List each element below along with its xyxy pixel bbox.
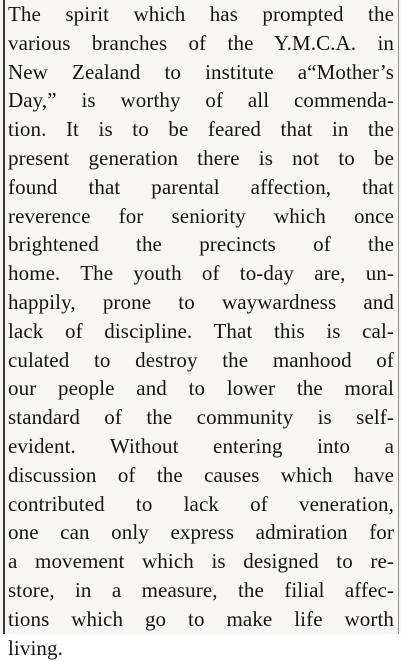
article-line: our people and to lower the moral (8, 376, 394, 401)
article-body (8, 0, 394, 662)
article-line: tions which go to make life worth (8, 606, 394, 631)
article-line: present generation there is not to be (8, 145, 394, 170)
article-line: New Zealand to institute a“Mother’s (8, 59, 394, 84)
article-line: home. The youth of to-day are, un- (8, 261, 394, 286)
article-line: Day,” is worthy of all commenda- (8, 88, 394, 113)
article-line: lack of discipline. That this is cal- (8, 318, 394, 343)
article-line: store, in a measure, the filial affec- (8, 577, 394, 602)
article-line: brightened the precincts of the (8, 232, 394, 257)
article-line: various branches of the Y.M.C.A. in (8, 30, 394, 55)
column-rule-left (3, 0, 5, 634)
article-line: discussion of the causes which have (8, 462, 394, 487)
article-line: a movement which is designed to re- (8, 549, 394, 574)
article-line-last: living. (8, 635, 63, 660)
article-line: one can only express admiration for (8, 520, 394, 545)
article-line: happily, prone to waywardness and (8, 289, 394, 314)
article-line: culated to destroy the manhood of (8, 347, 394, 372)
article-line: The spirit which has prompted the (8, 2, 394, 26)
article-line: found that parental affection, that (8, 174, 394, 199)
article-line: evident. Without entering into a (8, 433, 394, 458)
article-line: contributed to lack of veneration, (8, 491, 394, 516)
column-rule-right (398, 0, 399, 634)
article-line: tion. It is to be feared that in the (8, 117, 394, 142)
article-line: standard of the community is self- (8, 405, 394, 430)
article-line: reverence for seniority which once (8, 203, 394, 228)
